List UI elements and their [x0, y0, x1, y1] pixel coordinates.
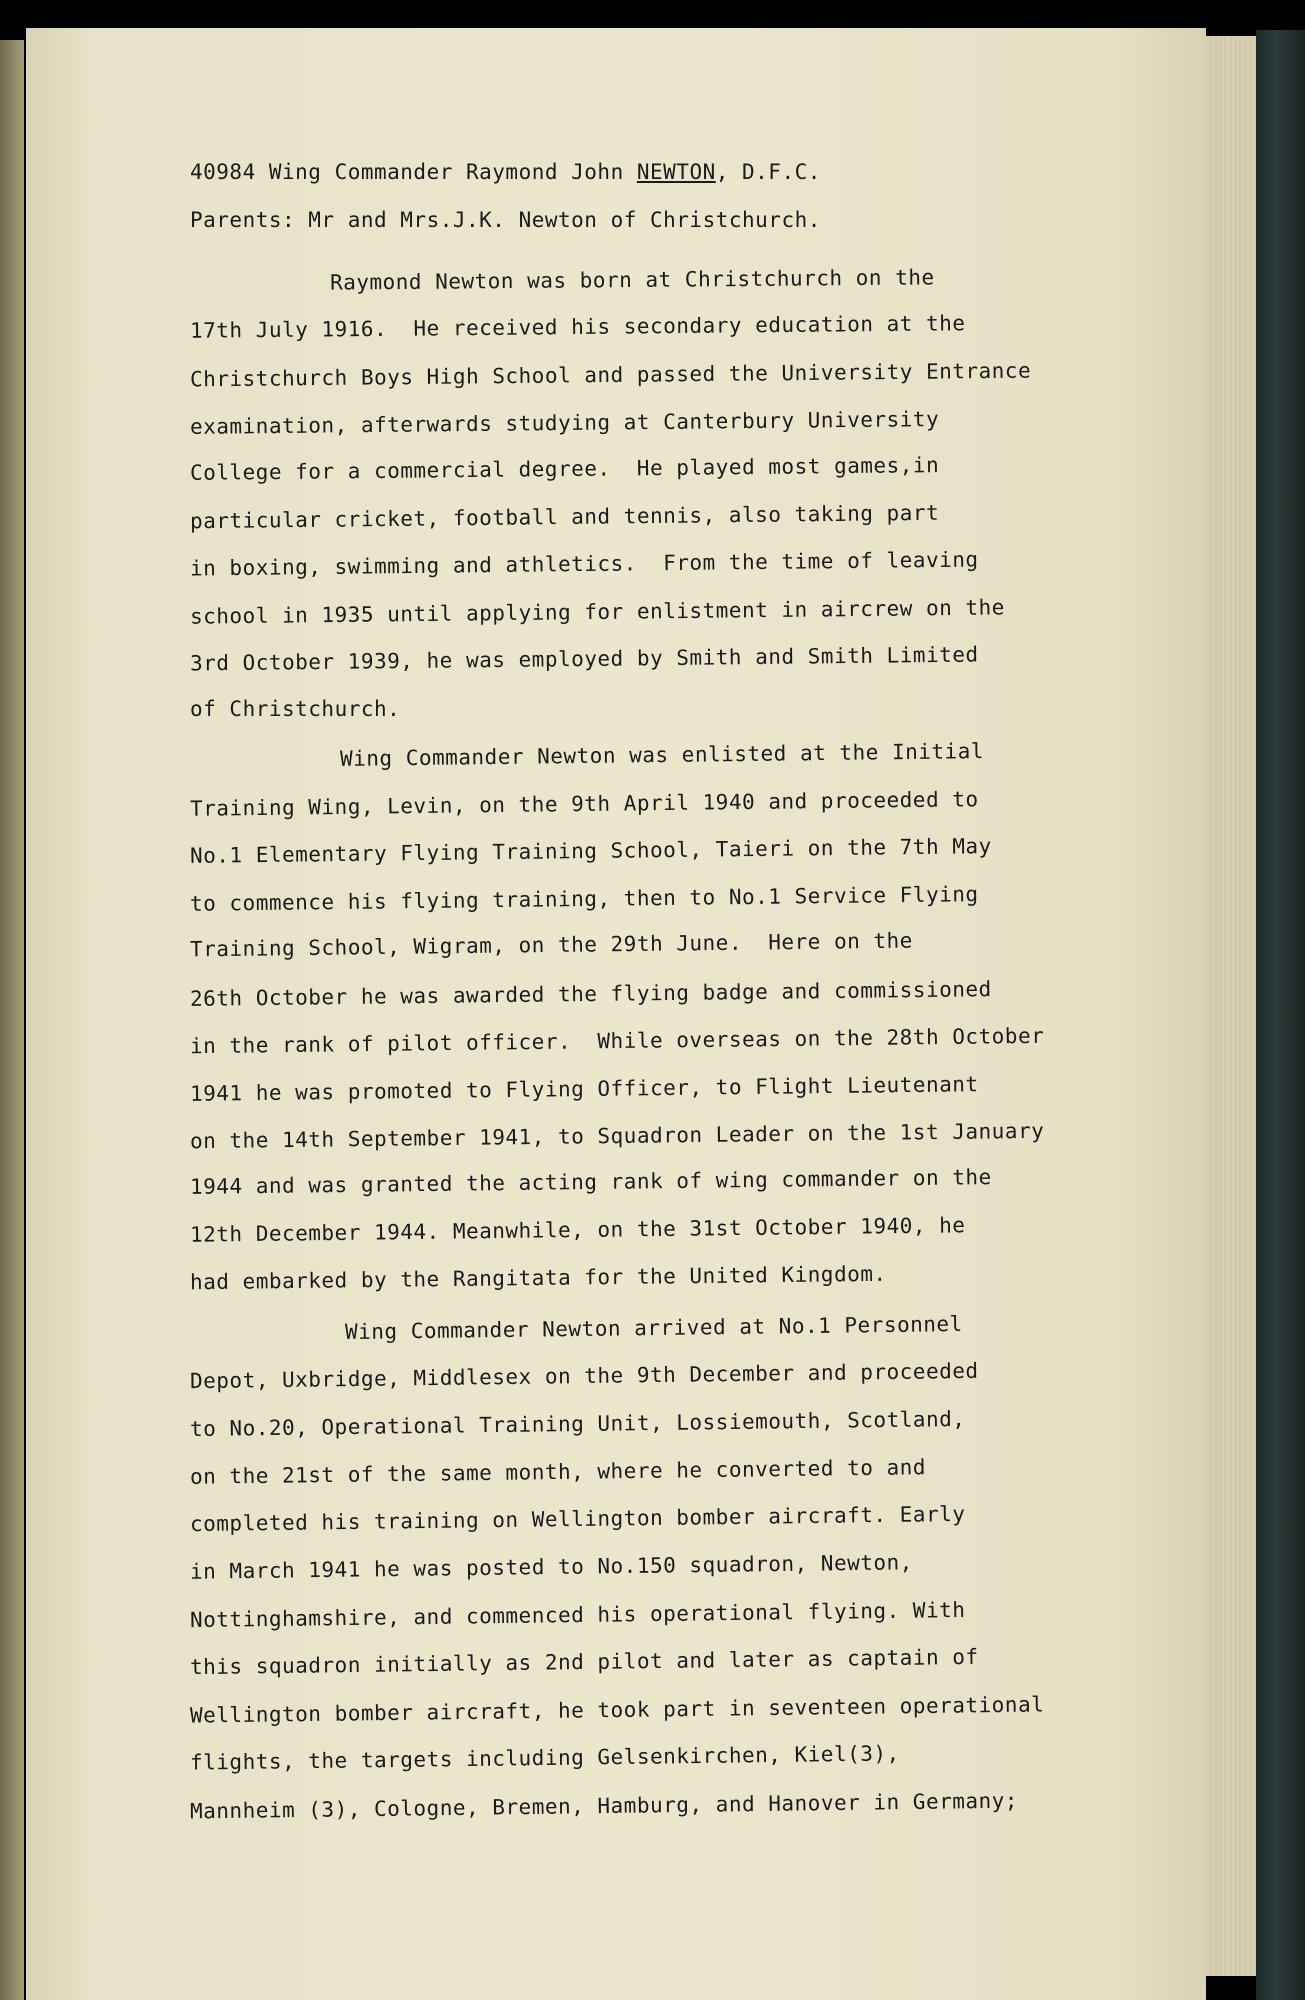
body-line: Raymond Newton was born at Christchurch on the	[329, 265, 935, 295]
body-line: Wing Commander Newton arrived at No.1 Personnel	[344, 1311, 963, 1345]
body-line: 26th October he was awarded the flying badge and commissioned	[189, 977, 992, 1011]
body-line: Training Wing, Levin, on the 9th April 1940 and proceeded to	[189, 787, 979, 821]
body-line: Nottinghamshire, and commenced his operational flying. With	[189, 1597, 966, 1633]
header-id-rank: 40984 Wing Commander Raymond John	[190, 160, 637, 184]
body-line: on the 14th September 1941, to Squadron Leader on the 1st January	[189, 1118, 1045, 1154]
body-line: in boxing, swimming and athletics. From the time of leaving	[189, 547, 979, 581]
body-line: flights, the targets including Gelsenkirchen, Kiel(3),	[189, 1741, 900, 1775]
body-line: Wing Commander Newton was enlisted at the Initial	[339, 739, 985, 771]
body-line: to No.20, Operational Training Unit, Lossiemouth, Scotland,	[189, 1406, 966, 1442]
body-line: school in 1935 until applying for enlistment in aircrew on the	[189, 595, 1005, 629]
body-line: 3rd October 1939, he was employed by Smith and Smith Limited	[189, 642, 979, 676]
body-line: Depot, Uxbridge, Middlesex on the 9th December and proceeded	[189, 1358, 979, 1394]
header-surname: NEWTON	[636, 160, 716, 184]
body-line: completed his training on Wellington bomber aircraft. Early	[189, 1501, 966, 1537]
body-line: of Christchurch.	[190, 697, 401, 721]
body-line: 1941 he was promoted to Flying Officer, to Flight Lieutenant	[189, 1072, 979, 1106]
body-line: to commence his flying training, then to No.1 Service Flying	[189, 882, 979, 916]
body-line: 17th July 1916. He received his secondary education at the	[189, 311, 966, 343]
body-line: Mannheim (3), Cologne, Bremen, Hamburg, and Hanover in Germany;	[189, 1788, 1019, 1824]
body-line: in the rank of pilot officer. While overseas on the 28th October	[189, 1023, 1045, 1059]
left-page-edge	[0, 40, 24, 2000]
body-line: No.1 Elementary Flying Training School, Taieri on the 7th May	[189, 834, 992, 868]
body-line: particular cricket, football and tennis, also taking part	[189, 500, 940, 534]
body-line: 12th December 1944. Meanwhile, on the 31st October 1940, he	[189, 1213, 966, 1247]
body-line: had embarked by the Rangitata for the United Kingdom.	[189, 1261, 887, 1295]
parents-line: Parents: Mr and Mrs.J.K. Newton of Christchurch.	[190, 208, 821, 232]
record-header	[190, 160, 821, 184]
body-line: on the 21st of the same month, where he converted to and	[189, 1455, 927, 1489]
body-line: College for a commercial degree. He played most games,in	[189, 453, 940, 485]
body-line: this squadron initially as 2nd pilot and later as captain of	[189, 1644, 979, 1680]
body-line: 1944 and was granted the acting rank of wing commander on the	[189, 1165, 992, 1199]
body-line: Christchurch Boys High School and passed the University Entrance	[189, 358, 1032, 392]
body-line: Wellington bomber aircraft, he took part in seventeen operational	[189, 1692, 1045, 1728]
book-cover-edge	[1256, 30, 1305, 2000]
body-line: in March 1941 he was posted to No.150 squadron, Newton,	[189, 1550, 914, 1584]
body-line: Training School, Wigram, on the 29th June. Here on the	[189, 928, 913, 962]
header-decoration: , D.F.C.	[715, 160, 821, 184]
body-line: examination, afterwards studying at Canterbury University	[189, 407, 940, 439]
